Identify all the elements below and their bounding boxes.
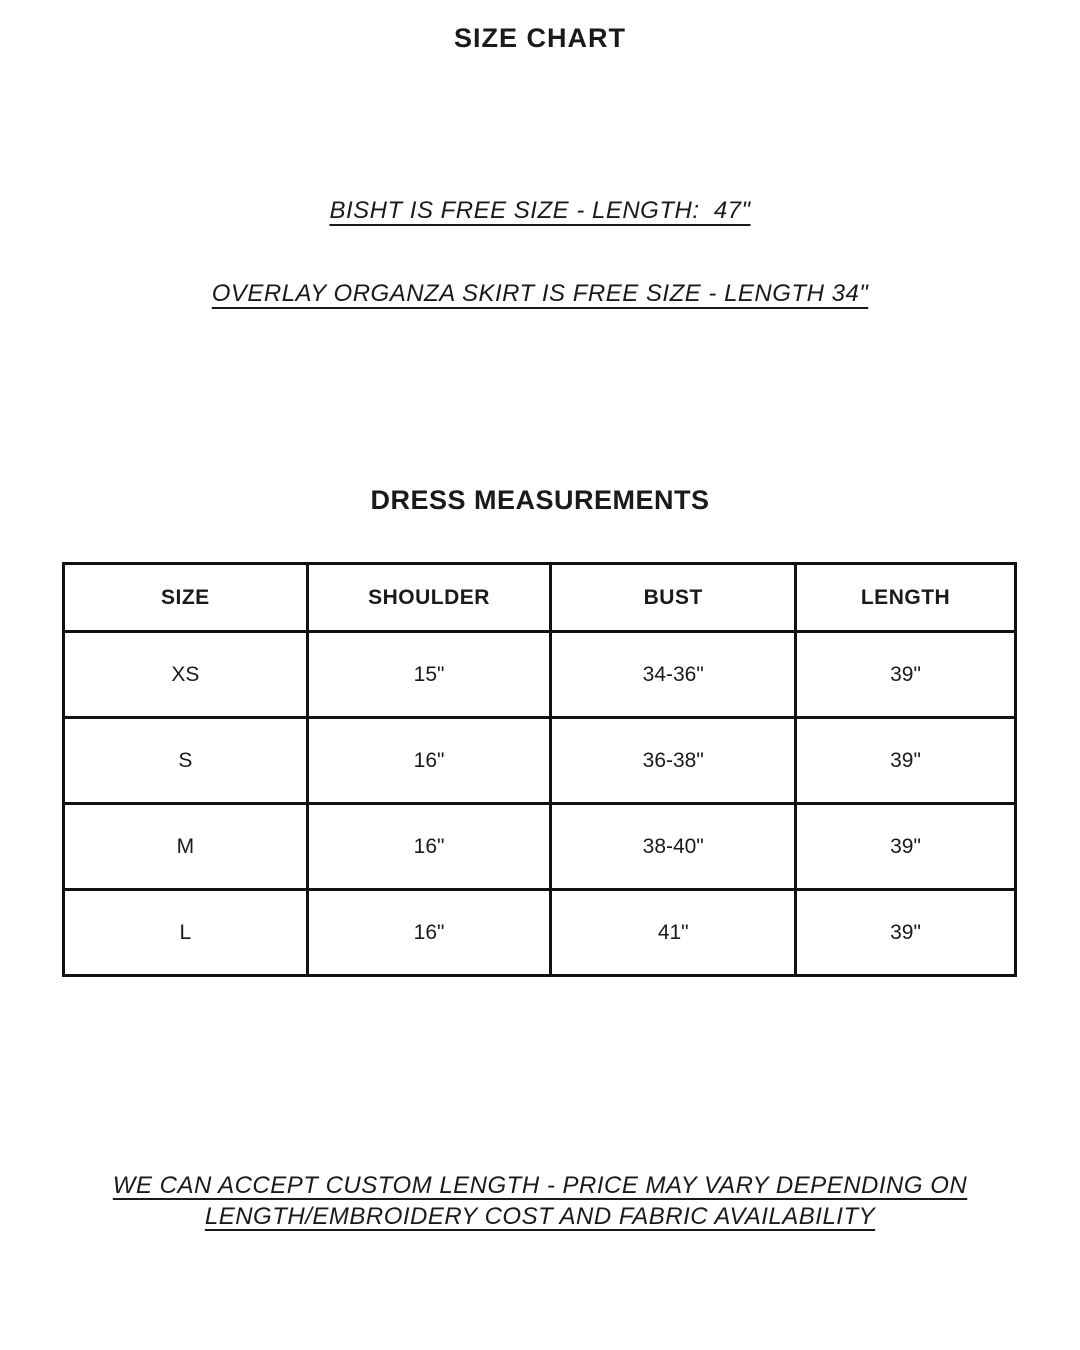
custom-length-note-line-1: WE CAN ACCEPT CUSTOM LENGTH - PRICE MAY VARY DEPENDING ON bbox=[112, 1172, 968, 1199]
cell-l-size: L bbox=[64, 890, 308, 976]
cell-s-shoulder: 16" bbox=[307, 718, 551, 804]
custom-length-note-line-2: LENGTH/EMBROIDERY COST AND FABRIC AVAILABILITY bbox=[204, 1203, 876, 1230]
page-title: SIZE CHART bbox=[454, 23, 626, 53]
cell-l-length: 39" bbox=[796, 890, 1016, 976]
table-header-row bbox=[64, 564, 1016, 632]
dress-measurements-heading: DRESS MEASUREMENTS bbox=[370, 485, 710, 515]
table-row-xs bbox=[64, 632, 1016, 718]
cell-m-size: M bbox=[64, 804, 308, 890]
measurements-table-container bbox=[62, 562, 1017, 977]
cell-xs-length: 39" bbox=[796, 632, 1016, 718]
column-header-length: LENGTH bbox=[796, 564, 1016, 632]
cell-xs-size: XS bbox=[64, 632, 308, 718]
measurements-table bbox=[62, 562, 1017, 977]
cell-xs-shoulder: 15" bbox=[307, 632, 551, 718]
cell-m-shoulder: 16" bbox=[307, 804, 551, 890]
bisht-free-size-note: BISHT IS FREE SIZE - LENGTH: 47" bbox=[329, 197, 751, 224]
cell-m-length: 39" bbox=[796, 804, 1016, 890]
table-row-m bbox=[64, 804, 1016, 890]
table-row-s bbox=[64, 718, 1016, 804]
cell-s-bust: 36-38" bbox=[551, 718, 796, 804]
custom-length-note bbox=[0, 1170, 1080, 1232]
table-row-l bbox=[64, 890, 1016, 976]
cell-l-shoulder: 16" bbox=[307, 890, 551, 976]
cell-l-bust: 41" bbox=[551, 890, 796, 976]
column-header-size: SIZE bbox=[64, 564, 308, 632]
column-header-shoulder: SHOULDER bbox=[307, 564, 551, 632]
cell-s-length: 39" bbox=[796, 718, 1016, 804]
cell-xs-bust: 34-36" bbox=[551, 632, 796, 718]
cell-m-bust: 38-40" bbox=[551, 804, 796, 890]
overlay-skirt-free-size-note: OVERLAY ORGANZA SKIRT IS FREE SIZE - LENGTH 34" bbox=[211, 280, 869, 307]
column-header-bust: BUST bbox=[551, 564, 796, 632]
cell-s-size: S bbox=[64, 718, 308, 804]
